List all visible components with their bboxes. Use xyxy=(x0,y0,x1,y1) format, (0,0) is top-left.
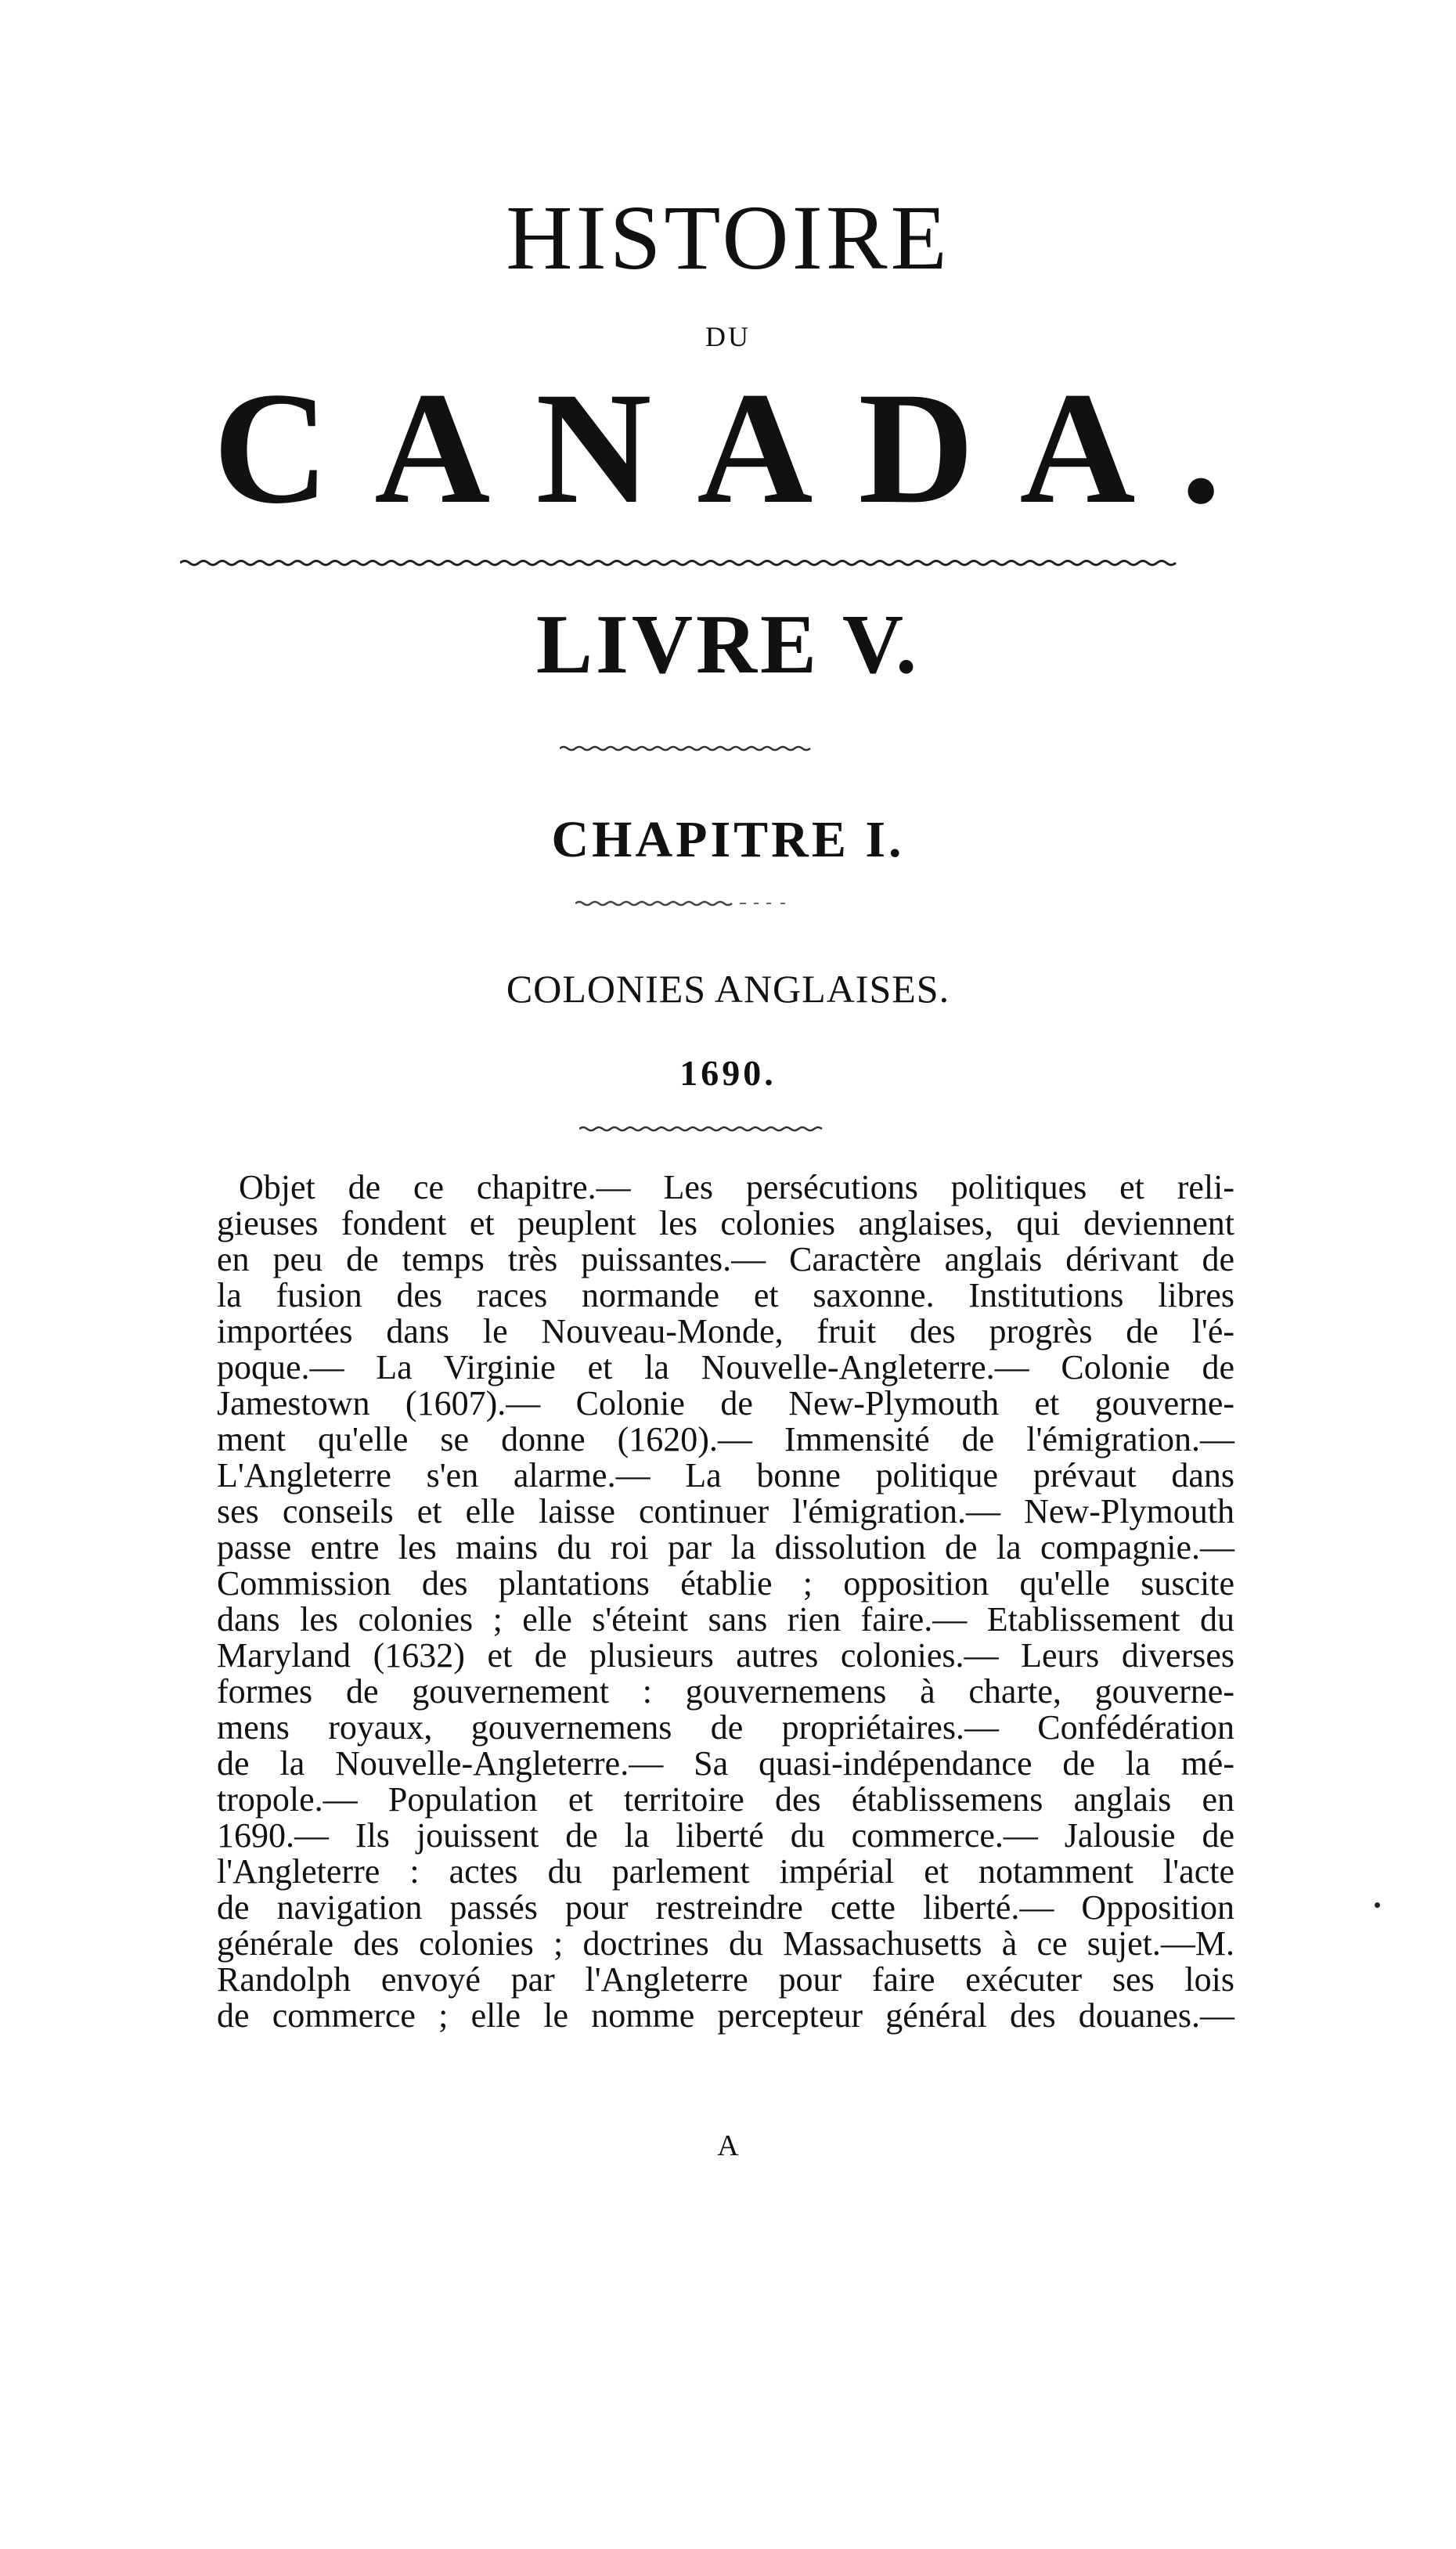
summary-line: de commerce ; elle le nomme percepteur général des douanes.— xyxy=(217,1996,1234,2035)
summary-line: L'Angleterre s'en alarme.— La bonne politique prévaut dans xyxy=(217,1456,1234,1494)
summary-line: importées dans le Nouveau-Monde, fruit des progrès de l'é- xyxy=(217,1312,1234,1350)
summary-line: de navigation passés pour restreindre cette liberté.— Opposition xyxy=(217,1888,1234,1927)
summary-line: ses conseils et elle laisse continuer l'émigration.— New-Plymouth xyxy=(217,1492,1234,1530)
summary-line: générale des colonies ; doctrines du Massachusetts à ce sujet.—M. xyxy=(217,1924,1234,1963)
summary-line: en peu de temps très puissantes.— Caractère anglais dérivant de xyxy=(217,1240,1234,1278)
summary-line: formes de gouvernement : gouvernemens à charte, gouverne- xyxy=(217,1672,1234,1711)
signature-mark: A xyxy=(717,2129,739,2162)
summary-line: Commission des plantations établie ; opposition qu'elle suscite xyxy=(217,1564,1234,1603)
book-title: HISTOIRE xyxy=(506,186,950,289)
wavy-rule-year xyxy=(579,1124,830,1134)
summary-line: de la Nouvelle-Angleterre.— Sa quasi-indépendance de la mé- xyxy=(217,1744,1234,1783)
wavy-rule-chapter xyxy=(575,899,802,908)
section-heading: COLONIES ANGLAISES. xyxy=(506,967,950,1011)
chapter-heading: CHAPITRE I. xyxy=(551,811,905,868)
summary-line: tropole.— Population et territoire des établissemens anglais en xyxy=(217,1780,1234,1819)
summary-line: ment qu'elle se donne (1620).— Immensité de l'émigration.— xyxy=(217,1420,1234,1458)
summary-line: mens royaux, gouvernemens de propriétaires.— Confédération xyxy=(217,1708,1234,1747)
summary-line: Objet de ce chapitre.— Les persécutions politiques et reli- xyxy=(239,1168,1234,1206)
summary-line: gieuses fondent et peuplent les colonies anglaises, qui deviennent xyxy=(217,1204,1234,1242)
ink-speck xyxy=(1375,1902,1380,1908)
wavy-rule-livre xyxy=(560,744,818,753)
year-heading: 1690. xyxy=(679,1053,777,1093)
summary-line: Jamestown (1607).— Colonie de New-Plymouth et gouverne- xyxy=(217,1384,1234,1422)
summary-line: Randolph envoyé par l'Angleterre pour faire exécuter ses lois xyxy=(217,1960,1234,1999)
summary-line: poque.— La Virginie et la Nouvelle-Angleterre.— Colonie de xyxy=(217,1348,1234,1386)
summary-line: passe entre les mains du roi par la dissolution de la compagnie.— xyxy=(217,1528,1234,1567)
summary-line: dans les colonies ; elle s'éteint sans rien faire.— Etablissement du xyxy=(217,1600,1234,1639)
chapter-summary xyxy=(217,1170,1234,2034)
book-title-canada: CANADA. xyxy=(213,359,1267,537)
book-title-du: DU xyxy=(705,321,751,352)
wavy-rule-long xyxy=(180,557,1182,568)
summary-line: l'Angleterre : actes du parlement impérial et notamment l'acte xyxy=(217,1852,1234,1891)
summary-line: la fusion des races normande et saxonne. Institutions libres xyxy=(217,1276,1234,1314)
summary-line: Maryland (1632) et de plusieurs autres colonies.— Leurs diverses xyxy=(217,1636,1234,1675)
summary-line: 1690.— Ils jouissent de la liberté du commerce.— Jalousie de xyxy=(217,1816,1234,1855)
book-number: LIVRE V. xyxy=(535,598,921,691)
